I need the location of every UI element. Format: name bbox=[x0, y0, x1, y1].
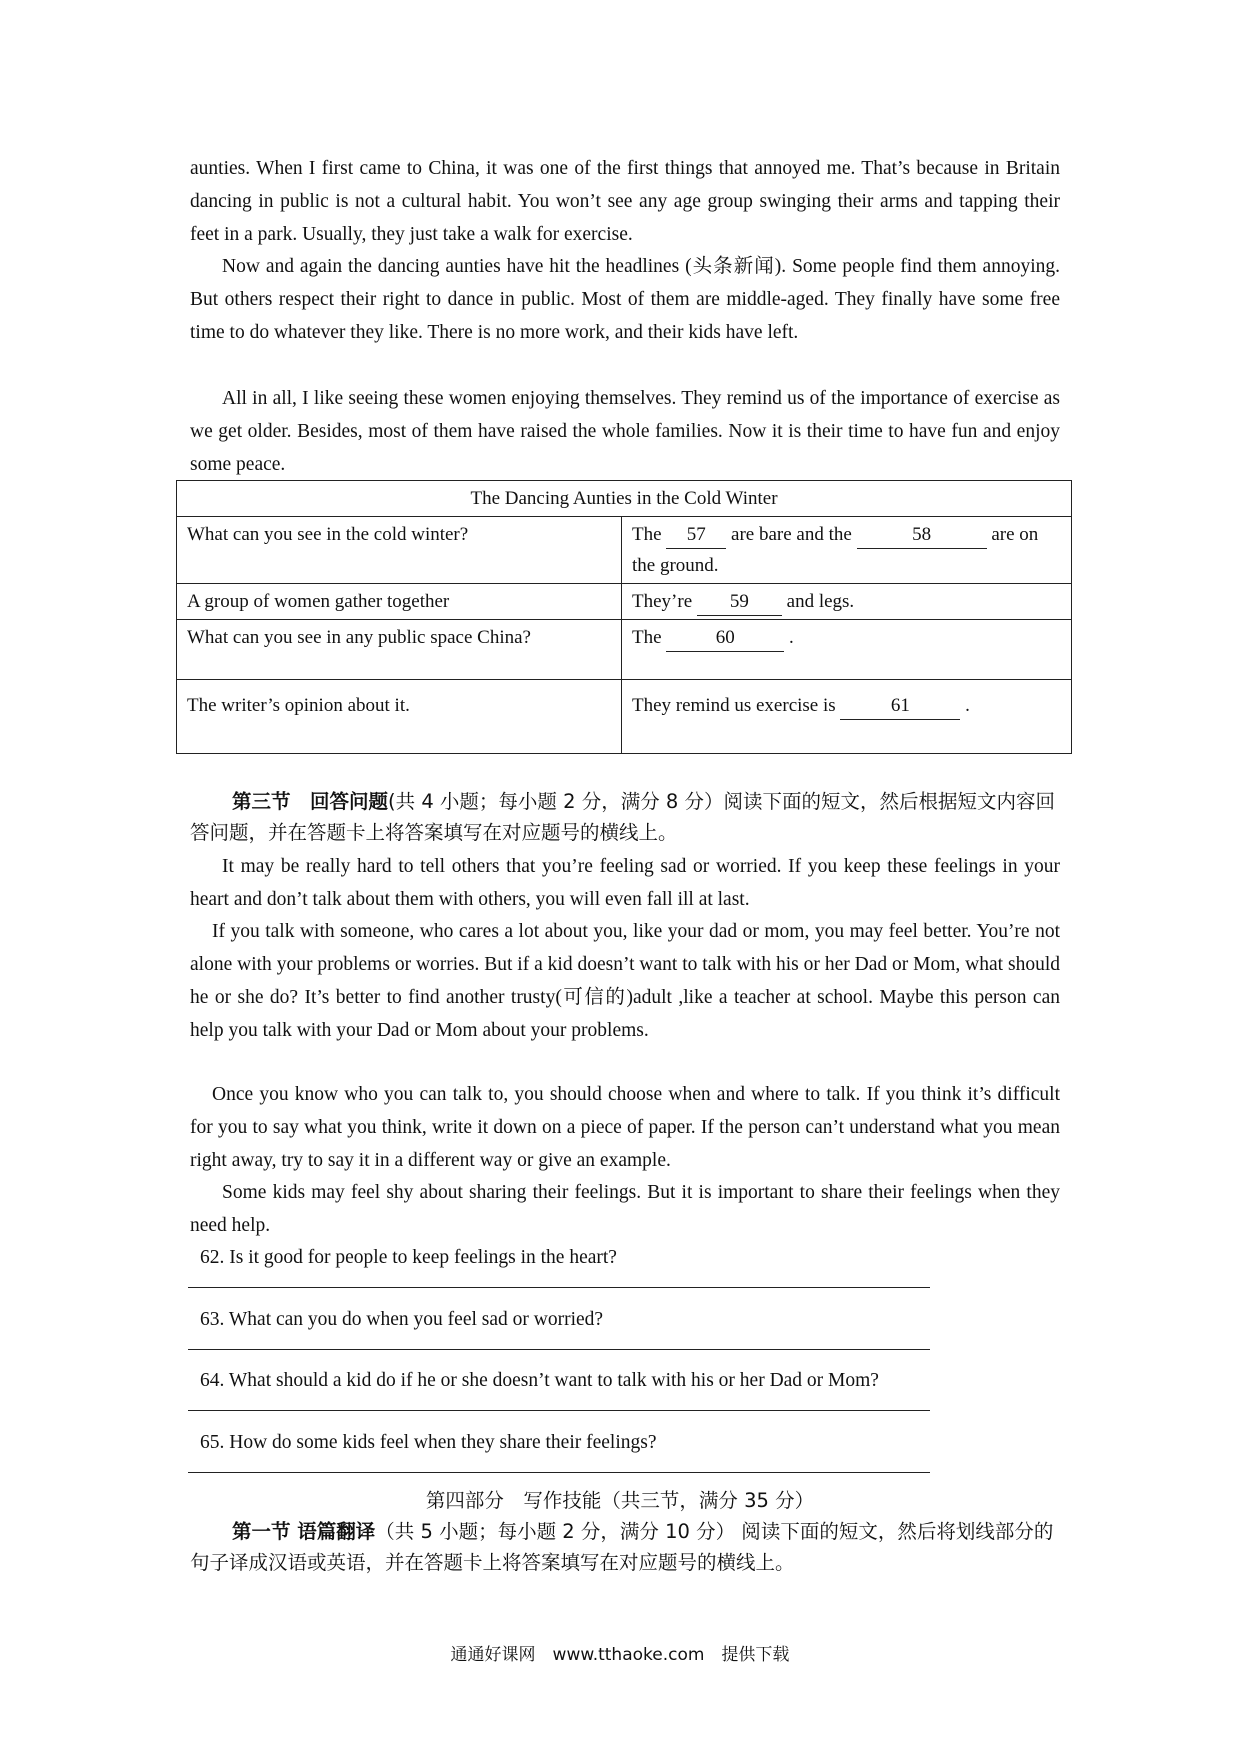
part4-title: 第四部分 写作技能（共三节，满分 35 分） bbox=[425, 1489, 815, 1512]
part4-section1-heading-rest: （共 5 小题；每小题 2 分，满分 10 分） 阅读下面的短文，然后将划线部分的句子译成汉语或英语，并在答题卡上将答案填写在对应题号的横线上。 bbox=[190, 1520, 1054, 1574]
table-cell-question: What can you see in any public space China? bbox=[177, 620, 622, 680]
section3-heading bbox=[190, 786, 1060, 848]
answer-text: are on the ground. bbox=[632, 524, 1039, 576]
question-65: 65. How do some kids feel when they share their feelings? bbox=[200, 1432, 657, 1453]
table-cell-answer bbox=[622, 680, 1072, 754]
passage1-paragraph-2: Now and again the dancing aunties have hit the headlines (头条新闻). Some people find them annoying. But others respect their right to dance in public. Most of them are middle-aged. They finally have some free time to do whatever they like. There is no more work, and their kids have left. bbox=[190, 256, 1060, 343]
question-63: 63. What can you do when you feel sad or worried? bbox=[200, 1309, 604, 1330]
table-title: The Dancing Aunties in the Cold Winter bbox=[177, 481, 1072, 517]
table-row bbox=[177, 620, 1072, 680]
table-row bbox=[177, 517, 1072, 584]
answer-text: They’re bbox=[632, 591, 693, 612]
answer-text: The bbox=[632, 524, 662, 545]
question-64: 64. What should a kid do if he or she doesn’t want to talk with his or her Dad or Mom? bbox=[200, 1370, 879, 1391]
table-cell-question: A group of women gather together bbox=[177, 584, 622, 620]
blank-59: 59 bbox=[697, 589, 782, 616]
question-62: 62. Is it good for people to keep feelings in the heart? bbox=[200, 1247, 617, 1268]
answer-text: The bbox=[632, 627, 662, 648]
footer: 通通好课网 www.tthaoke.com 提供下载 bbox=[450, 1645, 790, 1665]
section3-heading-rest: (共 4 小题；每小题 2 分，满分 8 分）阅读下面的短文，然后根据短文内容回答问题，并在答题卡上将答案填写在对应题号的横线上。 bbox=[190, 790, 1056, 844]
answer-text: . bbox=[789, 627, 794, 648]
answer-text: and legs. bbox=[786, 591, 855, 612]
blank-61: 61 bbox=[840, 693, 960, 720]
part4-section1-heading bbox=[190, 1516, 1060, 1578]
blank-57: 57 bbox=[666, 522, 726, 549]
answer-text: are bare and the bbox=[731, 524, 852, 545]
answer-line-62[interactable] bbox=[188, 1287, 930, 1288]
answer-line-65[interactable] bbox=[188, 1472, 930, 1473]
table-cell-question: What can you see in the cold winter? bbox=[177, 517, 622, 584]
answer-text: . bbox=[965, 695, 970, 716]
answer-line-64[interactable] bbox=[188, 1410, 930, 1411]
table-row bbox=[177, 584, 1072, 620]
section3-paragraph-4: Some kids may feel shy about sharing their feelings. But it is important to share their feelings when they need help. bbox=[190, 1182, 1060, 1236]
answer-line-63[interactable] bbox=[188, 1349, 930, 1350]
table-cell-question: The writer’s opinion about it. bbox=[177, 680, 622, 754]
table-cell-answer bbox=[622, 584, 1072, 620]
passage1-paragraph-1: aunties. When I first came to China, it was one of the first things that annoyed me. That’s because in Britain dancing in public is not a cultural habit. You won’t see any age group swinging their arms and tapping their feet in a park. Usually, they just take a walk for exercise. bbox=[190, 158, 1060, 245]
answer-text: They remind us exercise is bbox=[632, 695, 836, 716]
passage1-paragraph-3: All in all, I like seeing these women enjoying themselves. They remind us of the importance of exercise as we get older. Besides, most of them have raised the whole families. Now it is their time to have fun and enjoy some peace. bbox=[190, 388, 1060, 475]
blank-60: 60 bbox=[666, 625, 784, 652]
part4-section1-heading-bold: 第一节 语篇翻译 bbox=[232, 1520, 376, 1543]
section3-paragraph-3: Once you know who you can talk to, you should choose when and where to talk. If you think it’s difficult for you to say what you think, write it down on a piece of paper. If the person can’t understand what you mean right away, try to say it in a different way or give an example. bbox=[190, 1084, 1060, 1171]
table-cell-answer bbox=[622, 620, 1072, 680]
table-row bbox=[177, 680, 1072, 754]
blank-58: 58 bbox=[857, 522, 987, 549]
info-table bbox=[176, 480, 1072, 754]
section3-paragraph-2: If you talk with someone, who cares a lot about you, like your dad or mom, you may feel better. You’re not alone with your problems or worries. But if a kid doesn’t want to talk with his or her Dad or Mom, what should he or she do? It’s better to find another trusty(可信的)adult ,like a teacher at school. Maybe this person can help you talk with your Dad or Mom about your problems. bbox=[190, 921, 1060, 1041]
section3-heading-bold: 第三节 回答问题 bbox=[232, 790, 389, 813]
table-cell-answer bbox=[622, 517, 1072, 584]
section3-paragraph-1: It may be really hard to tell others that you’re feeling sad or worried. If you keep these feelings in your heart and don’t talk about them with others, you will even fall ill at last. bbox=[190, 856, 1060, 910]
